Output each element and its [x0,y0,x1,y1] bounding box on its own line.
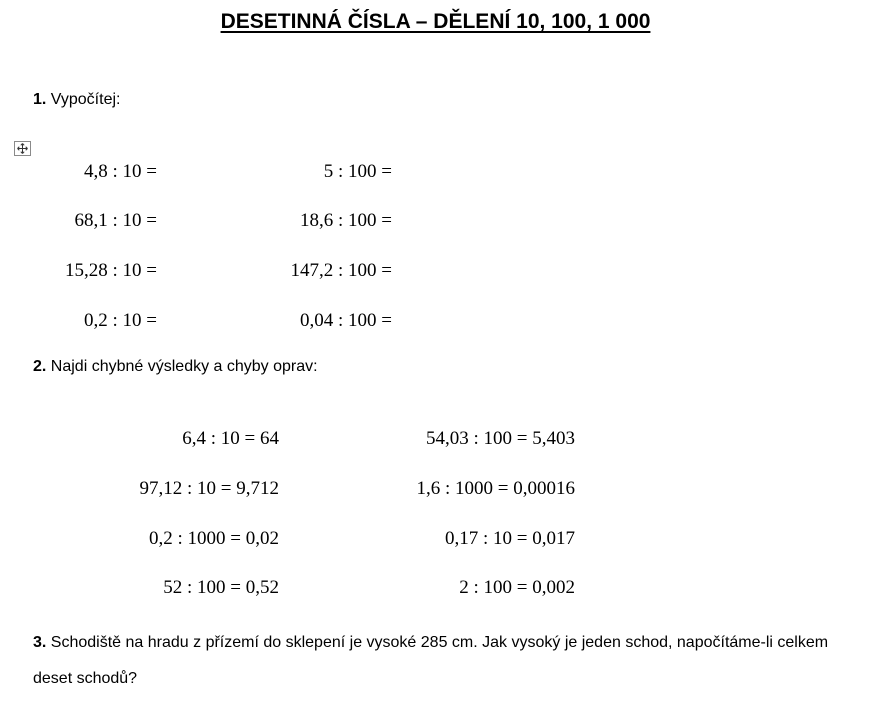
task-2-equation: 54,03 : 100 = 5,403 [426,428,575,449]
task-1-expression: 0,2 : 10 = [84,310,157,331]
task-3-paragraph [33,625,863,697]
page-title: DESETINNÁ ČÍSLA – DĚLENÍ 10, 100, 1 000 [220,10,651,33]
move-arrows-icon [17,143,28,154]
task-2-equation: 52 : 100 = 0,52 [163,577,279,598]
task-1-expression: 15,28 : 10 = [65,260,157,281]
task-2-number: 2. [33,358,47,375]
task-1-expression: 18,6 : 100 = [300,210,392,231]
task-1-text: Vypočítej: [50,91,121,108]
task-3-text: Schodiště na hradu z přízemí do sklepení je vysoké 285 cm. Jak vysoký je jeden schod, napočítáme-li celkem deset schodů? [33,634,829,687]
task-1-expression: 68,1 : 10 = [74,210,157,231]
task-1-heading [33,91,120,109]
task-1-expression: 4,8 : 10 = [84,161,157,182]
task-2-equation: 6,4 : 10 = 64 [182,428,279,449]
task-2-text: Najdi chybné výsledky a chyby oprav: [50,358,318,375]
task-2-equation: 0,17 : 10 = 0,017 [445,528,575,549]
task-3-number: 3. [33,634,47,651]
task-1-expression: 5 : 100 = [323,161,392,182]
task-2-heading [33,358,318,376]
task-2-equation: 2 : 100 = 0,002 [459,577,575,598]
task-2-equation: 0,2 : 1000 = 0,02 [149,528,279,549]
task-1-number: 1. [33,91,47,108]
task-1-expression: 147,2 : 100 = [290,260,392,281]
table-move-handle[interactable] [14,141,31,156]
task-2-equation: 1,6 : 1000 = 0,00016 [416,478,575,499]
task-1-expression: 0,04 : 100 = [300,310,392,331]
task-2-equation: 97,12 : 10 = 9,712 [139,478,279,499]
